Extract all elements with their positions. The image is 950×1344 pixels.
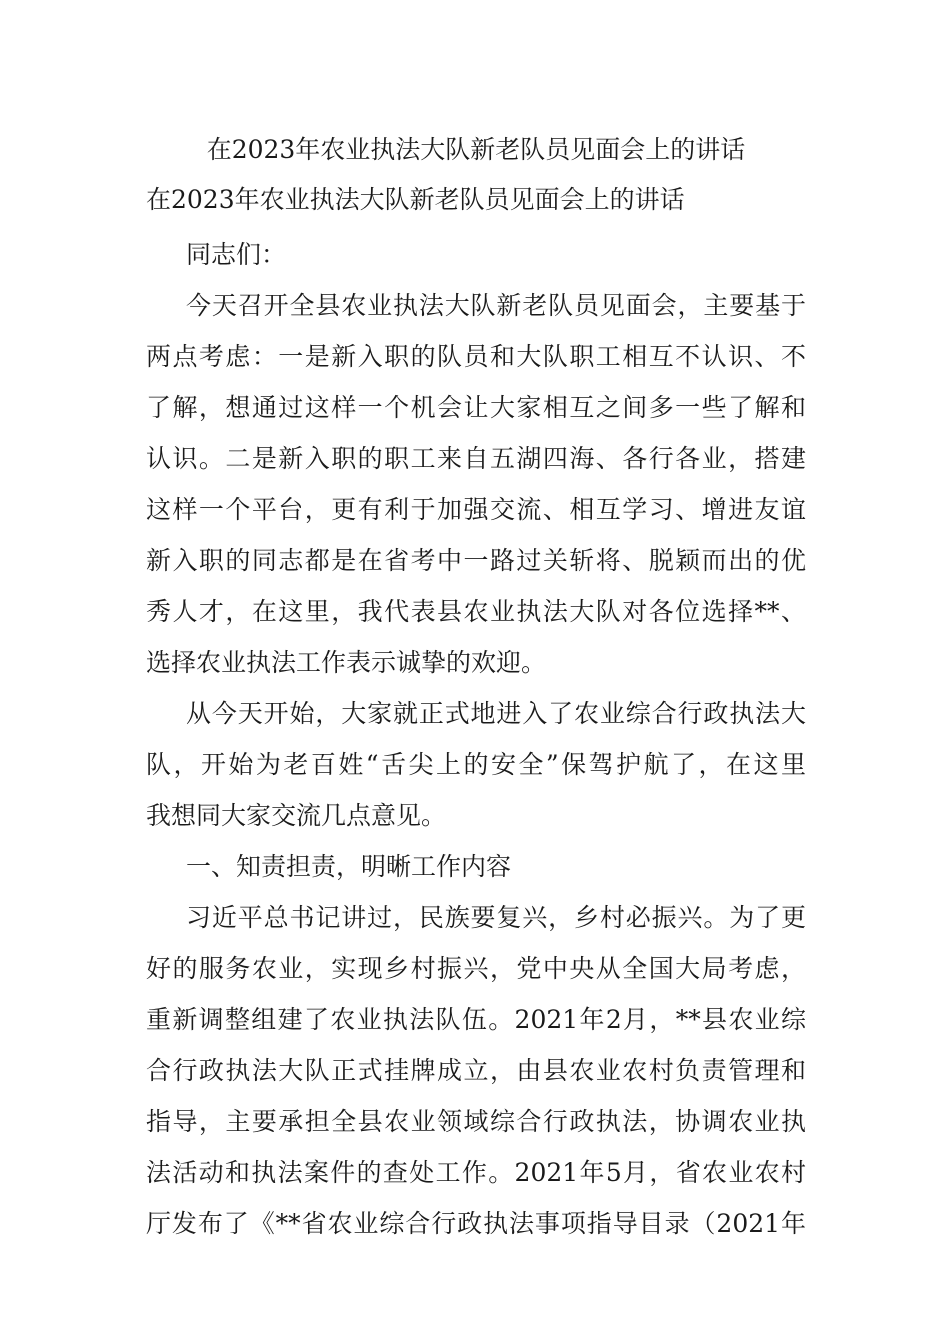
text-line: 同志们： xyxy=(186,240,287,269)
text-line: 今天召开全县农业执法大队新老队员见面会，主要基于 xyxy=(186,291,806,320)
text-line: 厅发布了《**省农业综合行政执法事项指导目录（2021年 xyxy=(146,1209,806,1238)
text-line: 法活动和执法案件的查处工作。2021年5月，省农业农村 xyxy=(146,1158,806,1187)
text-line: 认识。二是新入职的职工来自五湖四海、各行各业，搭建 xyxy=(146,444,806,473)
text-line: 了解，想通过这样一个机会让大家相互之间多一些了解和 xyxy=(146,393,806,422)
document-subtitle: 在2023年农业执法大队新老队员见面会上的讲话 xyxy=(146,185,685,214)
text-line: 我想同大家交流几点意见。 xyxy=(146,801,447,830)
text-line: 好的服务农业，实现乡村振兴，党中央从全国大局考虑， xyxy=(146,954,806,983)
document-body xyxy=(146,229,806,1249)
text-line: 两点考虑：一是新入职的队员和大队职工相互不认识、不 xyxy=(146,342,806,371)
text-line: 秀人才，在这里，我代表县农业执法大队对各位选择**、 xyxy=(146,597,806,626)
text-line: 一、知责担责，明晰工作内容 xyxy=(186,852,512,881)
text-line: 队，开始为老百姓“舌尖上的安全”保驾护航了，在这里 xyxy=(146,750,806,779)
text-line: 指导，主要承担全县农业领域综合行政执法，协调农业执 xyxy=(146,1107,806,1136)
text-line: 这样一个平台，更有利于加强交流、相互学习、增进友谊 xyxy=(146,495,806,524)
text-line: 重新调整组建了农业执法队伍。2021年2月，**县农业综 xyxy=(146,1005,806,1034)
text-line: 合行政执法大队正式挂牌成立，由县农业农村负责管理和 xyxy=(146,1056,806,1085)
text-line: 从今天开始，大家就正式地进入了农业综合行政执法大 xyxy=(186,699,806,728)
document-title: 在2023年农业执法大队新老队员见面会上的讲话 xyxy=(206,135,746,164)
text-line: 习近平总书记讲过，民族要复兴，乡村必振兴。为了更 xyxy=(186,903,806,932)
text-line: 选择农业执法工作表示诚挚的欢迎。 xyxy=(146,648,547,677)
text-line: 新入职的同志都是在省考中一路过关斩将、脱颖而出的优 xyxy=(146,546,806,575)
